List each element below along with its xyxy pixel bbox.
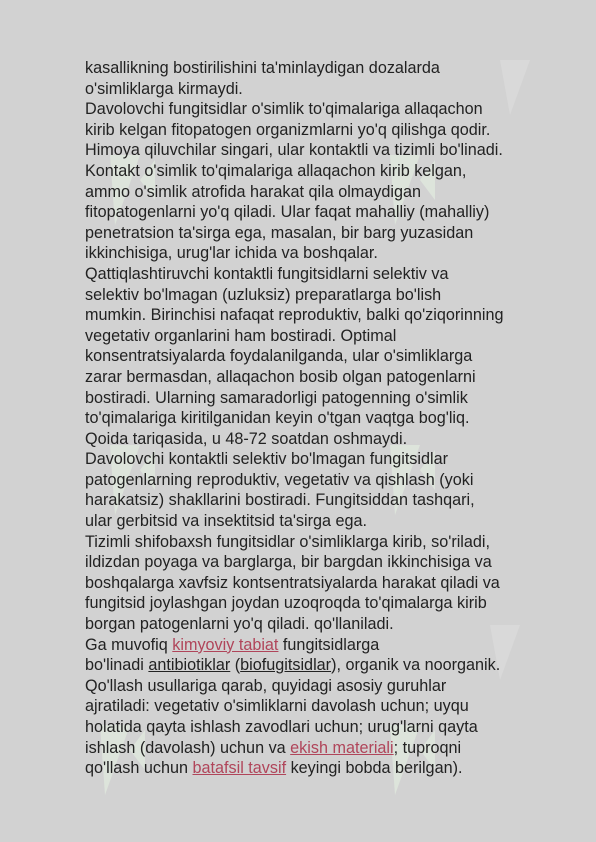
text-line: holatida qayta ishlash zavodlari uchun; urug'larni qayta	[85, 718, 478, 736]
text-line: Davolovchi fungitsidlar o'simlik to'qimalariga allaqachon	[85, 100, 483, 119]
text-line: Davolovchi kontaktli selektiv bo'lmagan fungitsidlar	[85, 450, 448, 469]
text-line	[85, 655, 555, 676]
text-span: fungitsidlarga	[278, 635, 380, 654]
text-line: o'simliklarga kirmaydi.	[85, 79, 243, 98]
text-line: boshqalarga xavfsiz kontsentratsiyalarda harakat qiladi va	[85, 573, 500, 592]
text-line: ajratiladi: vegetativ o'simliklarni davolash uchun; uyqu	[85, 697, 469, 716]
text-line: fitopatogenlarni yo'q qiladi. Ular faqat mahalliy (mahalliy)	[85, 203, 490, 222]
text-line: Himoya qiluvchilar singari, ular kontaktli va tizimli bo'linadi.	[85, 141, 503, 160]
text-line: vegetativ organlarini ham bostiradi. Optimal	[85, 326, 397, 345]
text-span: (	[230, 656, 241, 675]
text-span: ishlash (davolash) uchun va	[85, 738, 291, 757]
text-span: keyingi bobda berilgan).	[286, 759, 463, 778]
text-line: selektiv bo'lmagan (uzluksiz) preparatlarga bo'lish	[85, 285, 442, 304]
text-line: harakatsiz) shakllarini bostiradi. Fungitsiddan tashqari,	[85, 491, 475, 510]
text-line: ildizdan poyaga va barglarga, bir bargdan ikkinchisiga va	[85, 553, 492, 572]
text-line: Qoida tariqasida, u 48-72 soatdan oshmaydi.	[85, 429, 408, 448]
text-line: mumkin. Birinchisi nafaqat reproduktiv, balki qo'ziqorinning	[85, 306, 504, 325]
link-biofugitsidlar[interactable]: biofugitsidlar	[240, 656, 332, 675]
text-span: bo'linadi	[85, 656, 149, 675]
link-kimyoviy-tabiat[interactable]: kimyoviy tabiat	[172, 635, 279, 654]
text-line: Qo'llash usullariga qarab, quyidagi asosiy guruhlar	[85, 676, 447, 695]
text-line	[85, 635, 555, 656]
text-line: Kontakt o'simlik to'qimalariga allaqachon kirib kelgan,	[85, 161, 467, 180]
text-line: penetratsion ta'sirga ega, masalan, bir barg yuzasidan	[85, 223, 474, 242]
text-line: konsentratsiyalarda foydalanilganda, ular o'simliklarga	[85, 347, 473, 366]
text-line: ikkinchisiga, urug'lar ichida va boshqalar.	[85, 244, 378, 263]
text-span: Ga muvofiq	[85, 635, 173, 654]
link-batafsil-tavsif[interactable]: batafsil tavsif	[192, 759, 287, 778]
text-line: borgan patogenlarni yo'q qiladi. qo'llaniladi.	[85, 615, 394, 634]
text-line: bostiradi. Ularning samaradorligi patogenning o'simlik	[85, 388, 468, 407]
text-line	[85, 758, 555, 779]
text-line: Qattiqlashtiruvchi kontaktli fungitsidlarni selektiv va	[85, 264, 449, 283]
text-line: ammo o'simlik atrofida harakat qila olmaydigan	[85, 182, 421, 201]
text-line: Tizimli shifobaxsh fungitsidlar o'simliklarga kirib, so'riladi,	[85, 532, 491, 551]
text-span: ; tuproqni	[393, 738, 462, 757]
text-line: patogenlarning reproduktiv, vegetativ va qishlash (yoki	[85, 470, 474, 489]
link-antibiotiklar[interactable]: antibiotiklar	[148, 656, 231, 675]
text-line: fungitsid joylashgan joydan uzoqroqda to'qimalarga kirib	[85, 594, 487, 613]
text-line: ular gerbitsid va insektitsid ta'sirga ega.	[85, 512, 368, 531]
text-line: zarar bermasdan, allaqachon bosib olgan patogenlarni	[85, 367, 476, 386]
text-line: kirib kelgan fitopatogen organizmlarni yo'q qilishga qodir.	[85, 120, 491, 139]
text-line	[85, 738, 555, 759]
text-span: ), organik va noorganik.	[331, 656, 501, 675]
text-line: kasallikning bostirilishini ta'minlaydigan dozalarda	[85, 59, 440, 77]
body-text	[85, 58, 555, 779]
link-ekish-materiali[interactable]: ekish materiali	[290, 738, 394, 757]
text-span: qo'llash uchun	[85, 759, 193, 778]
text-line: to'qimalariga kiritilganidan keyin o'tgan vaqtga bog'liq.	[85, 409, 470, 428]
